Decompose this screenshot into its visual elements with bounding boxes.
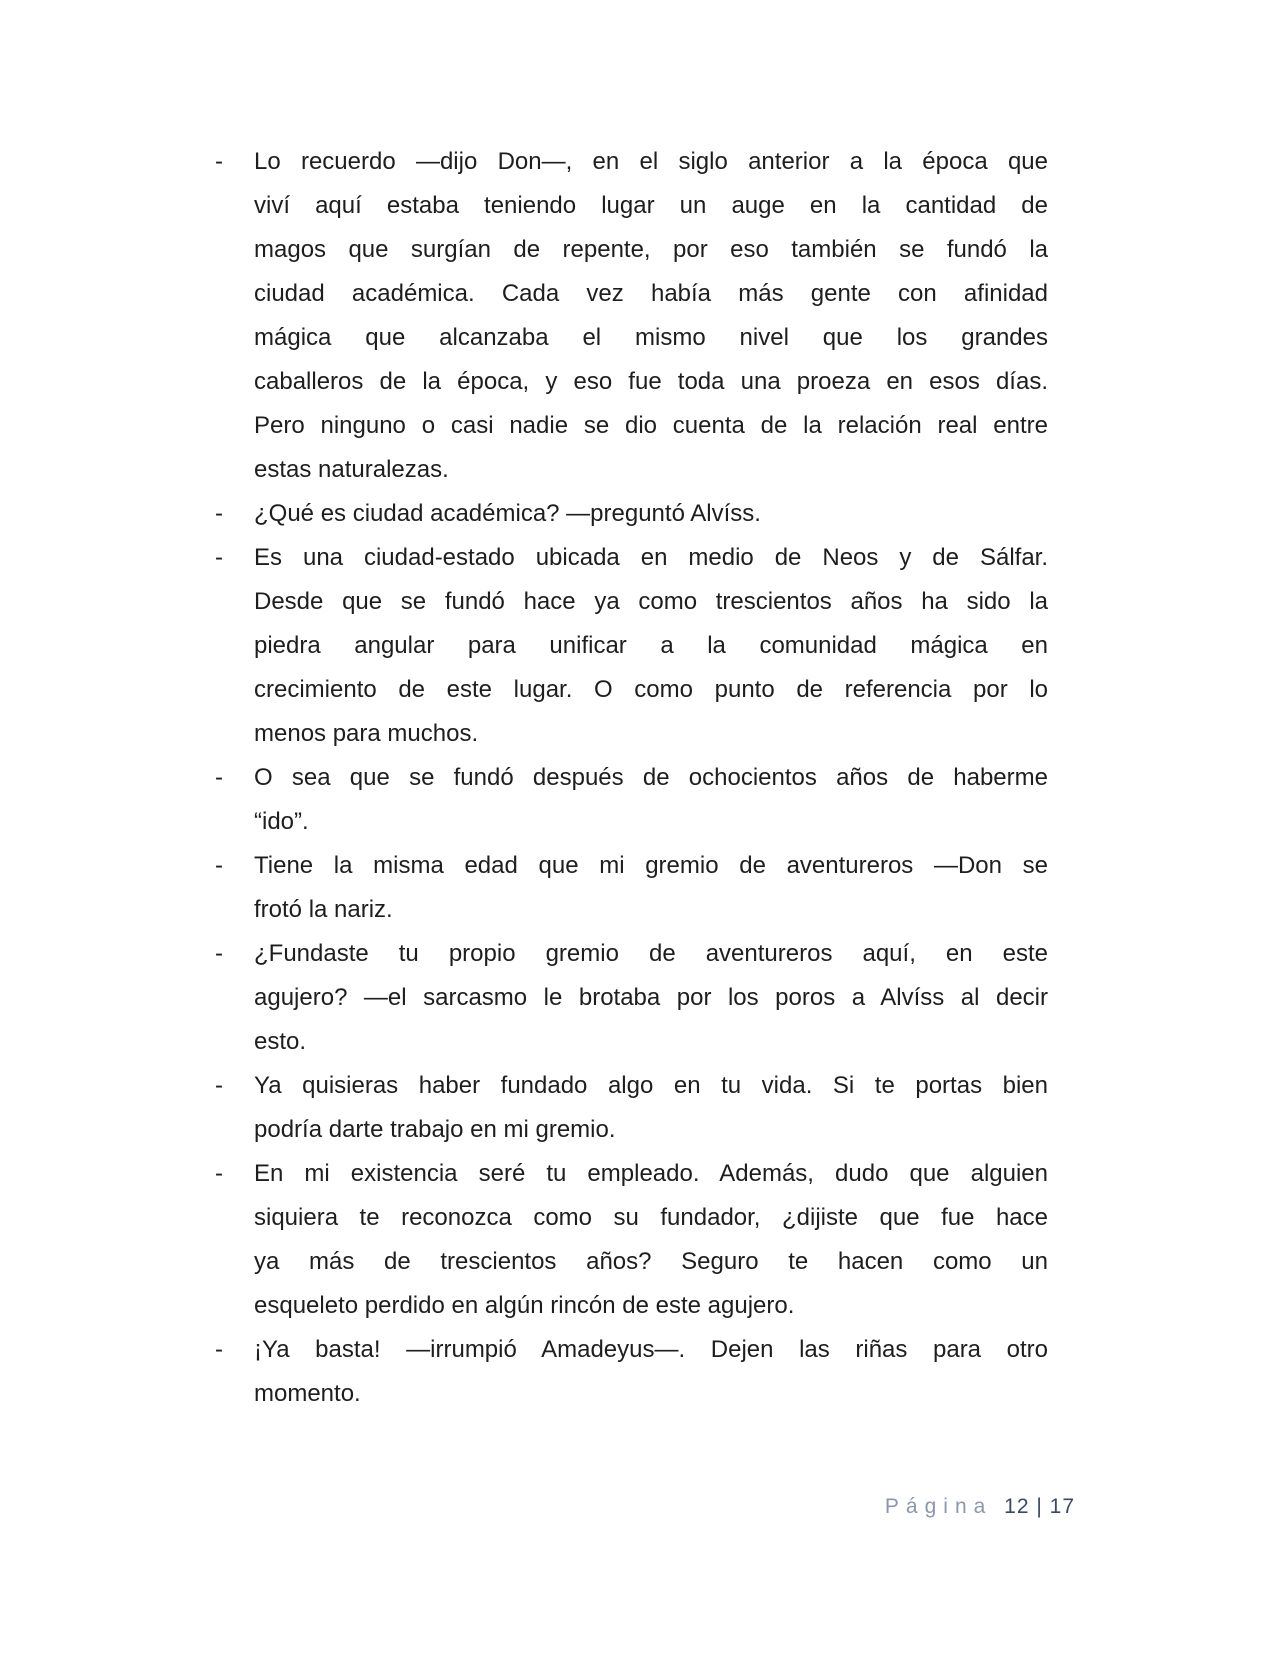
footer-page-label: Página (884, 1495, 993, 1518)
text-line: Pero ninguno o casi nadie se dio cuenta de la relación real entre (254, 412, 1048, 439)
bullet-dash-marker: - (215, 1160, 223, 1187)
text-line: O sea que se fundó después de ochocientos años de haberme (254, 764, 1048, 791)
list-item (215, 1152, 1048, 1328)
paragraph (254, 1064, 1048, 1152)
page-footer (885, 1492, 1075, 1522)
list-item (215, 932, 1048, 1064)
text-line: En mi existencia seré tu empleado. Además, dudo que alguien (254, 1160, 1048, 1187)
list-item (215, 536, 1048, 756)
paragraph (254, 1152, 1048, 1328)
list-item (215, 492, 1048, 536)
paragraph (254, 1328, 1048, 1416)
text-line: ¿Fundaste tu propio gremio de aventureros aquí, en este (254, 940, 1048, 967)
bullet-dash-marker: - (215, 1336, 223, 1363)
paragraph (254, 140, 1048, 492)
text-line: Desde que se fundó hace ya como trescientos años ha sido la (254, 588, 1048, 615)
bullet-dash-marker: - (215, 148, 223, 175)
list-item (215, 844, 1048, 932)
text-line: mágica que alcanzaba el mismo nivel que los grandes (254, 324, 1048, 351)
list-item (215, 1064, 1048, 1152)
text-line: magos que surgían de repente, por eso también se fundó la (254, 236, 1048, 263)
text-line: podría darte trabajo en mi gremio. (254, 1116, 616, 1143)
text-line: ciudad académica. Cada vez había más gente con afinidad (254, 280, 1048, 307)
text-line: Es una ciudad-estado ubicada en medio de Neos y de Sálfar. (254, 544, 1048, 571)
paragraph (254, 932, 1048, 1064)
paragraph (254, 492, 1048, 536)
bullet-dash-marker: - (215, 764, 223, 791)
list-item (215, 1328, 1048, 1416)
list-item (215, 756, 1048, 844)
bullet-dash-marker: - (215, 940, 223, 967)
text-line: piedra angular para unificar a la comunidad mágica en (254, 632, 1048, 659)
text-line: Ya quisieras haber fundado algo en tu vida. Si te portas bien (254, 1072, 1048, 1099)
text-line: ya más de trescientos años? Seguro te hacen como un (254, 1248, 1048, 1275)
text-line: frotó la nariz. (254, 896, 393, 923)
text-line: agujero? —el sarcasmo le brotaba por los poros a Alvíss al decir (254, 984, 1048, 1011)
bullet-dash-marker: - (215, 1072, 223, 1099)
paragraph (254, 756, 1048, 844)
text-line: viví aquí estaba teniendo lugar un auge en la cantidad de (254, 192, 1048, 219)
dialogue-list (215, 140, 1048, 1416)
text-line: estas naturalezas. (254, 456, 449, 483)
text-line: ¿Qué es ciudad académica? —preguntó Alvíss. (254, 500, 761, 527)
paragraph (254, 536, 1048, 756)
text-line: Tiene la misma edad que mi gremio de aventureros —Don se (254, 852, 1048, 879)
footer-page-number: 12 | 17 (1004, 1495, 1075, 1518)
text-line: “ido”. (254, 808, 309, 835)
bullet-dash-marker: - (215, 544, 223, 571)
text-line: crecimiento de este lugar. O como punto de referencia por lo (254, 676, 1048, 703)
text-line: caballeros de la época, y eso fue toda una proeza en esos días. (254, 368, 1048, 395)
text-line: siquiera te reconozca como su fundador, ¿dijiste que fue hace (254, 1204, 1048, 1231)
text-line: menos para muchos. (254, 720, 479, 747)
text-line: esqueleto perdido en algún rincón de este agujero. (254, 1292, 795, 1319)
text-line: momento. (254, 1380, 361, 1407)
bullet-dash-marker: - (215, 500, 223, 527)
paragraph (254, 844, 1048, 932)
text-line: ¡Ya basta! —irrumpió Amadeyus—. Dejen las riñas para otro (254, 1336, 1048, 1363)
list-item (215, 140, 1048, 492)
text-line: esto. (254, 1028, 307, 1055)
bullet-dash-marker: - (215, 852, 223, 879)
text-line: Lo recuerdo —dijo Don—, en el siglo anterior a la época que (254, 148, 1048, 175)
